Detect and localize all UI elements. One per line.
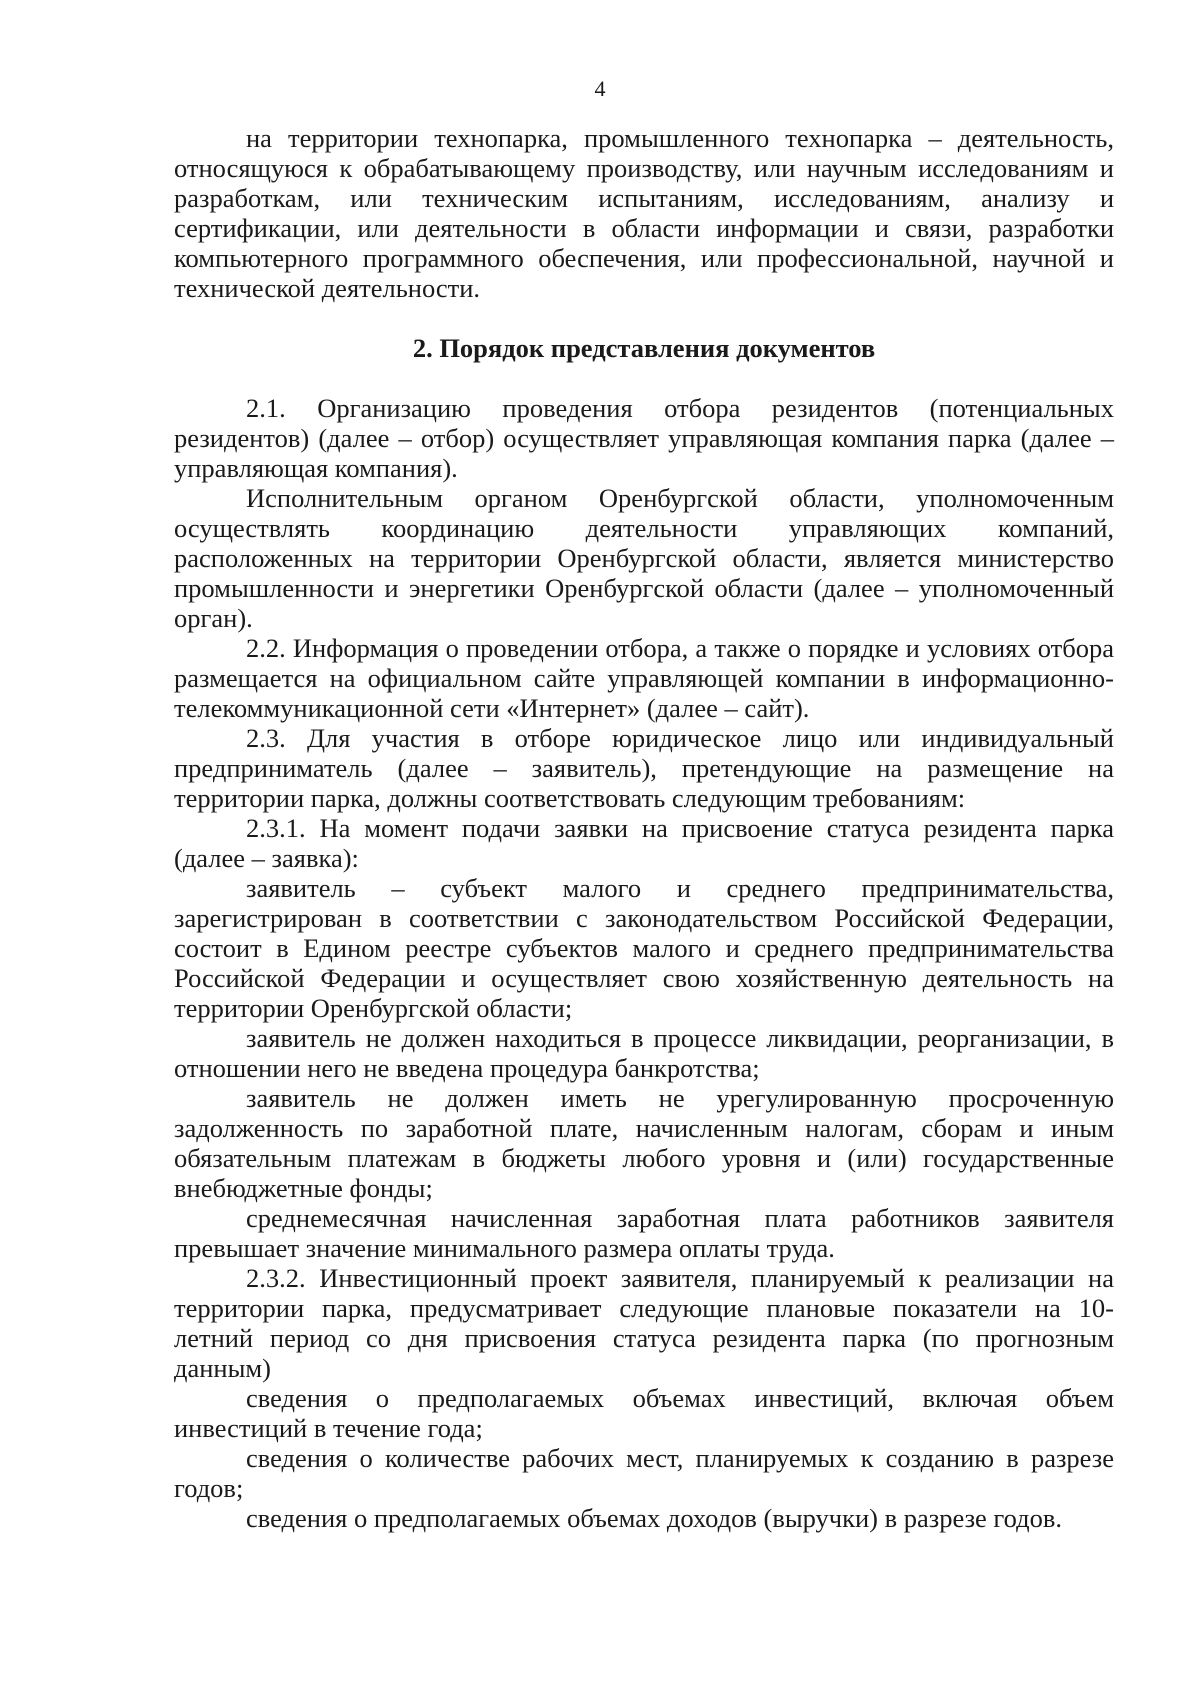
paragraph-2-1: 2.1. Организацию проведения отбора резидентов (потенциальных резидентов) (далее – отбор) осуществляет управляющая компания парка (далее – управляющая компания). [174,393,1114,483]
paragraph-authority: Исполнительным органом Оренбургской области, уполномоченным осуществлять координацию деятельности управляющих компаний, расположенных на территории Оренбургской области, является министерство промышленности и энергетики Оренбургской области (далее – уполномоченный орган). [174,483,1114,633]
section-heading: 2. Порядок представления документов [412,333,876,363]
requirement-debt: заявитель не должен иметь не урегулированную просроченную задолженность по заработной плате, начисленным налогам, сборам и иным обязательным платежам в бюджеты любого уровня и (или) государственные внебюджетные фонды; [174,1083,1114,1203]
indicator-investments: сведения о предполагаемых объемах инвестиций, включая объем инвестиций в течение года; [174,1383,1114,1443]
requirement-liquidation: заявитель не должен находиться в процессе ликвидации, реорганизации, в отношении него не введена процедура банкротства; [174,1023,1114,1083]
page-number: 4 [594,76,606,101]
paragraph-2-3-1: 2.3.1. На момент подачи заявки на присвоение статуса резидента парка (далее – заявка): [174,813,1114,873]
document-body [174,123,1114,1533]
indicator-jobs: сведения о количестве рабочих мест, планируемых к созданию в разрезе годов; [174,1443,1114,1503]
requirement-salary: среднемесячная начисленная заработная плата работников заявителя превышает значение минимального размера оплаты труда. [174,1203,1114,1263]
paragraph-2-2: 2.2. Информация о проведении отбора, а также о порядке и условиях отбора размещается на официальном сайте управляющей компании в информационно-телекоммуникационной сети «Интернет» (далее – сайт). [174,633,1114,723]
indicator-revenue: сведения о предполагаемых объемах доходов (выручки) в разрезе годов. [246,1503,1063,1533]
requirement-sme: заявитель – субъект малого и среднего предпринимательства, зарегистрирован в соответствии с законодательством Российской Федерации, состоит в Едином реестре субъектов малого и среднего предпринимательства Российской Федерации и осуществляет свою хозяйственную деятельность на территории Оренбургской области; [174,873,1114,1023]
paragraph-2-3: 2.3. Для участия в отборе юридическое лицо или индивидуальный предприниматель (далее – заявитель), претендующие на размещение на территории парка, должны соответствовать следующим требованиям: [174,723,1114,813]
intro-paragraph: на территории технопарка, промышленного технопарка – деятельность, относящуюся к обрабатывающему производству, или научным исследованиям и разработкам, или техническим испытаниям, исследованиям, анализу и сертификации, или деятельности в области информации и связи, разработки компьютерного программного обеспечения, или профессиональной, научной и технической деятельности. [174,123,1114,303]
paragraph-2-3-2: 2.3.2. Инвестиционный проект заявителя, планируемый к реализации на территории парка, предусматривает следующие плановые показатели на 10-летний период со дня присвоения статуса резидента парка (по прогнозным данным) [174,1263,1114,1383]
